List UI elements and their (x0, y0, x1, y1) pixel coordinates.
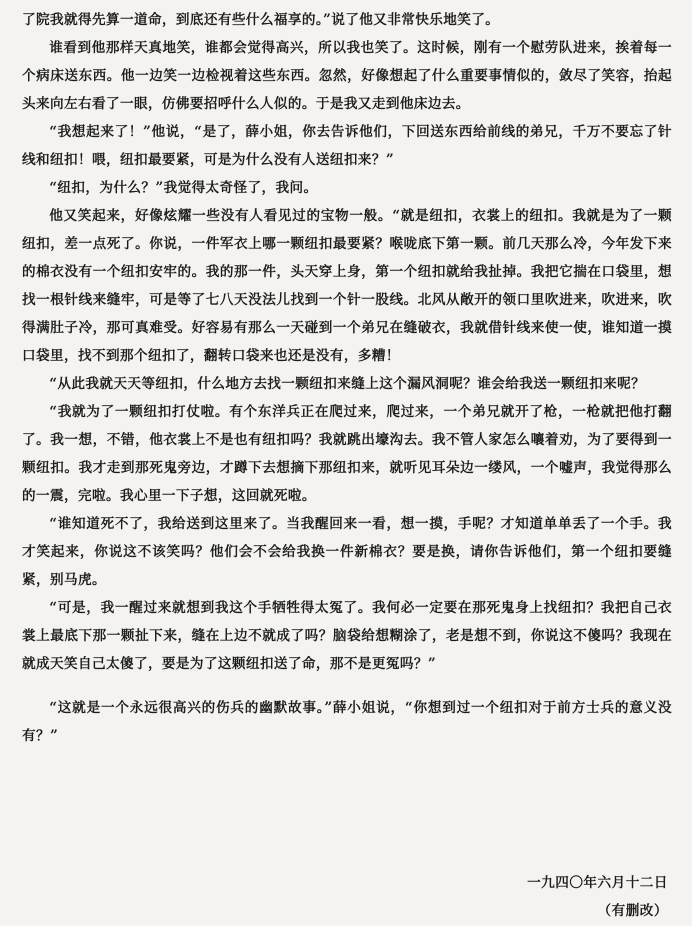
article-body (22, 6, 672, 750)
paragraph-5: 他又笑起来，好像炫耀一些没有人看见过的宝物一般。“就是纽扣，衣裳上的纽扣。我就是为了一颗纽扣，差一点死了。你说，一件军衣上哪一颗纽扣最要紧？喉咙底下第一颗。前几天那么冷，今年发下来的棉衣没有一个纽扣安牢的。我的那一件，头天穿上身，第一个纽扣就给我扯掉。我把它揣在口袋里，想找一根针线来缝牢，可是等了七八天没法儿找到一个针一股线。北风从敞开的领口里吹进来，吹进来，吹得满肚子冷，那可真难受。好容易有那么一天碰到一个弟兄在缝破衣，我就借针线来使一使，谁知道一摸口袋里，找不到那个纽扣了，翻转口袋来也还是没有，多糟！ (22, 208, 672, 364)
paragraph-9: “可是，我一醒过来就想到我这个手牺牲得太冤了。我何必一定要在那死鬼身上找纽扣？我把自己衣裳上最底下那一颗扯下来，缝在上边不就成了吗？脑袋给想糊涂了，老是想不到，你说这不傻吗？我现在就成天笑自己太傻了，要是为了这颗纽扣送了命，那不是更冤吗？” (22, 600, 672, 672)
article-date: 一九四〇年六月十二日 (527, 875, 668, 891)
paragraph-10: “这就是一个永远很高兴的伤兵的幽默故事。”薛小姐说，“你想到过一个纽扣对于前方士兵的意义没有？” (22, 700, 672, 744)
paragraph-4: “纽扣，为什么？”我觉得太奇怪了，我问。 (49, 180, 318, 196)
paragraph-1: 了院我就得先算一道命，到底还有些什么福享的。”说了他又非常快乐地笑了。 (22, 12, 500, 28)
paragraph-8: “谁知道死不了，我给送到这里来了。当我醒回来一看，想一摸，手呢？才知道单单丢了一个手。我才笑起来，你说这不该笑吗？他们会不会给我换一件新棉衣？要是换，请你告诉他们，第一个纽扣要缝紧，别马虎。 (22, 516, 672, 588)
paragraph-2: 谁看到他那样天真地笑，谁都会觉得高兴，所以我也笑了。这时候，刚有一个慰劳队进来，挨着每一个病床送东西。他一边笑一边检视着这些东西。忽然，好像想起了什么重要事情似的，敛尽了笑容，抬起头来向左右看了一眼，仿佛要招呼什么人似的。于是我又走到他床边去。 (22, 40, 672, 112)
edit-note: （有删改） (597, 903, 668, 919)
paragraph-3: “我想起来了！”他说，“是了，薛小姐，你去告诉他们，下回送东西给前线的弟兄，千万不要忘了针线和纽扣！喂，纽扣最要紧，可是为什么没有人送纽扣来？” (22, 124, 672, 168)
paragraph-7: “我就为了一颗纽扣打仗啦。有个东洋兵正在爬过来，爬过来，一个弟兄就开了枪，一枪就把他打翻了。我一想，不错，他衣裳上不是也有纽扣吗？我就跳出壕沟去。我不管人家怎么嚷着劝，为了要得到一颗纽扣。我才走到那死鬼旁边，才蹲下去想摘下那纽扣来，就听见耳朵边一缕风，一个嘘声，我觉得那么的一震，完啦。我心里一下子想，这回就死啦。 (22, 404, 672, 504)
paragraph-6: “从此我就天天等纽扣，什么地方去找一颗纽扣来缝上这个漏风洞呢？谁会给我送一颗纽扣来呢？ (49, 376, 646, 392)
